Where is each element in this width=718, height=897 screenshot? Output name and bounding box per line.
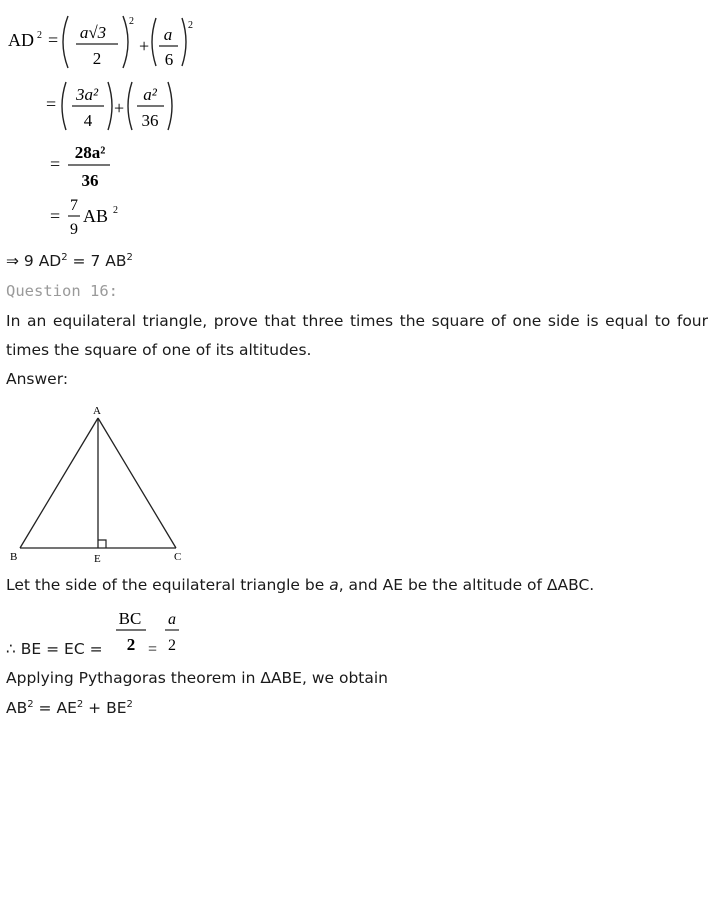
eq2-plus: +: [114, 98, 125, 118]
eq1-lhs-exp: 2: [37, 30, 42, 41]
conclusion-exp-1: 2: [61, 252, 68, 263]
frac1-num: BC: [118, 609, 142, 628]
frac-eq-sign: =: [148, 641, 158, 658]
equation-line-3: [50, 138, 130, 194]
side-ab: [20, 418, 98, 548]
equation-2-svg: [46, 76, 176, 132]
eq1-paren-close-1: [123, 16, 128, 68]
frac2-num: a: [168, 611, 176, 628]
frac1-den: 2: [126, 635, 136, 654]
eq2-paren-open-2: [128, 82, 132, 130]
solution-line-1-before: Let the side of the equilateral triangle be: [6, 576, 330, 594]
final-exp-1: 2: [27, 699, 34, 710]
final-ab: AB: [6, 699, 28, 717]
eq2-paren-close-2: [168, 82, 172, 130]
eq1-term2-den: 6: [164, 50, 174, 69]
equation-4-svg: [50, 196, 140, 242]
conclusion-prefix: ⇒ 9 AD: [6, 252, 62, 270]
equation-1-svg: [8, 8, 198, 70]
solution-line-1-after: , and AE be the altitude of ΔABC.: [338, 576, 595, 594]
eq3-num: 28a²: [74, 143, 106, 162]
eq1-term2-num: a: [163, 25, 173, 44]
eq4-equals: =: [50, 206, 61, 226]
vertex-b-label: B: [10, 551, 18, 563]
eq1-lhs: AD: [8, 30, 34, 50]
eq1-paren-open-2: [152, 18, 156, 66]
eq1-term2-exp: 2: [188, 20, 193, 31]
side-ac: [98, 418, 176, 548]
vertex-c-label: C: [174, 551, 182, 563]
triangle-svg: [8, 400, 190, 568]
be-ec-line: [6, 640, 103, 658]
eq4-tail: AB: [83, 206, 109, 226]
eq1-plus: +: [139, 36, 150, 56]
final-exp-3: 2: [126, 699, 133, 710]
eq1-equals: =: [48, 30, 59, 50]
be-ec-prefix: ∴ BE = EC =: [6, 640, 103, 658]
conclusion-mid: = 7 AB: [67, 252, 127, 270]
eq1-paren-open-1: [63, 16, 68, 68]
answer-label: Answer:: [6, 370, 69, 388]
foot-e-label: E: [94, 553, 101, 565]
final-exp-2: 2: [76, 699, 84, 710]
vertex-a-label: A: [93, 405, 101, 417]
equation-3-svg: [50, 138, 130, 194]
eq4-tail-exp: 2: [113, 205, 118, 216]
pythagoras-line: Applying Pythagoras theorem in ΔABE, we obtain: [6, 669, 388, 687]
equation-line-4: [50, 196, 140, 242]
solution-line-1: [6, 576, 594, 594]
right-angle-mark: [98, 540, 106, 548]
final-mid: = AE: [33, 699, 77, 717]
eq1-term1-num: a√3: [79, 23, 107, 42]
solution-line-1-var: a: [329, 576, 339, 594]
be-ec-fractions: [110, 606, 190, 664]
eq2-equals: =: [46, 94, 57, 114]
eq1-paren-close-2: [182, 18, 186, 66]
eq4-num: 7: [70, 197, 78, 214]
conclusion-line: [6, 252, 133, 270]
question-text: In an equilateral triangle, prove that three times the square of one side is equal to four times the square of one of its altitudes.: [6, 312, 708, 359]
be-ec-fractions-svg: [110, 606, 190, 658]
final-equation-line: [6, 699, 133, 717]
frac2-den: 2: [168, 637, 176, 654]
eq2-term1-num: 3a²: [75, 85, 99, 104]
eq2-term2-den: 36: [141, 111, 159, 130]
conclusion-exp-2: 2: [126, 252, 133, 263]
eq2-term1-den: 4: [83, 111, 93, 130]
eq2-term2-num: a²: [143, 85, 157, 104]
question-heading: Question 16:: [6, 282, 118, 300]
triangle-figure: [8, 400, 190, 572]
eq3-equals: =: [50, 154, 61, 174]
eq1-term1-exp: 2: [129, 16, 134, 27]
eq2-paren-open-1: [62, 82, 66, 130]
eq4-den: 9: [70, 221, 78, 238]
equation-line-2: [46, 76, 176, 132]
eq3-den: 36: [81, 171, 99, 190]
equation-line-1: [8, 8, 198, 70]
final-plus: + BE: [83, 699, 127, 717]
eq1-term1-den: 2: [92, 49, 102, 68]
eq2-paren-close-1: [108, 82, 112, 130]
